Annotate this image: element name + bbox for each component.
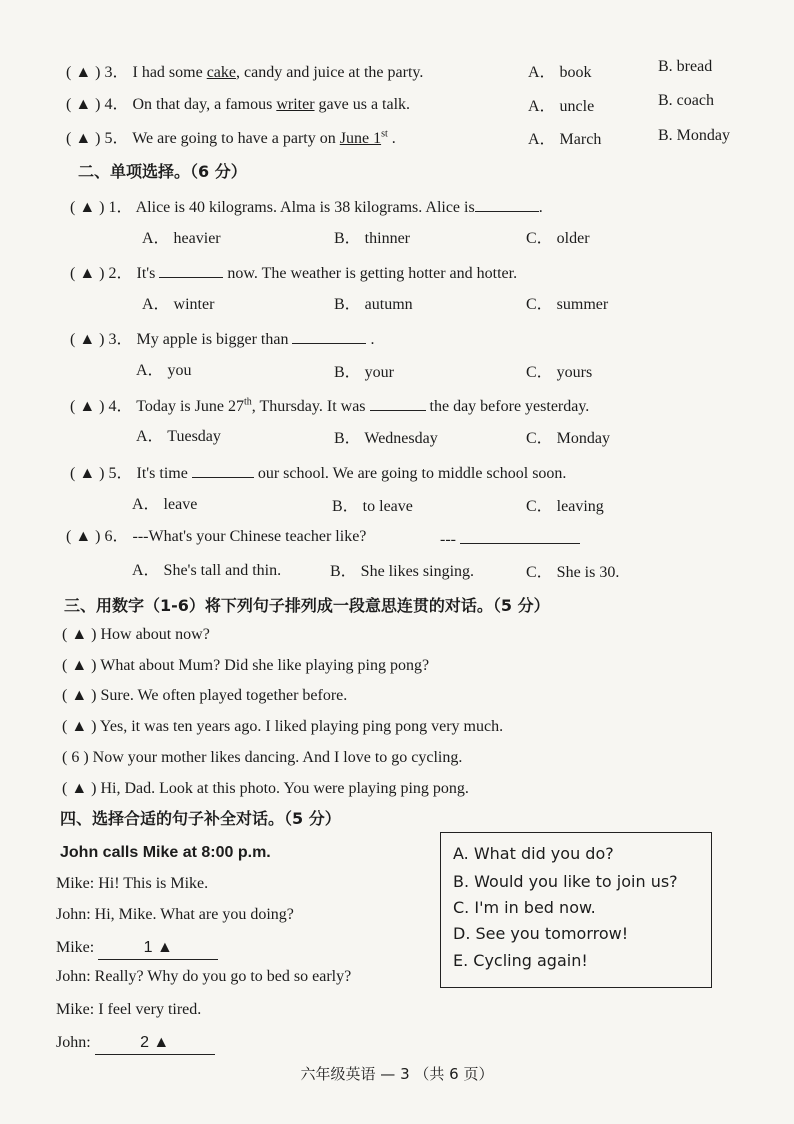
question-text: , candy and juice at the party. (236, 64, 424, 81)
p2-q3-option-a: A． you (136, 362, 192, 379)
page-footer: 六年级英语 — 3 （共 6 页） (300, 1065, 494, 1083)
superscript: th (243, 396, 252, 408)
option-a: A. What did you do? (453, 844, 614, 863)
p1-q4-option-a: A． uncle (528, 98, 595, 115)
p1-q5-option-b: B. Monday (658, 127, 730, 144)
answer-mark: ( ▲ ) 4． (70, 398, 133, 415)
answer-blank (475, 195, 539, 212)
question-text: ---What's your Chinese teacher like? (132, 528, 367, 545)
p2-question-3 (70, 327, 374, 351)
underlined-word: cake (206, 64, 237, 81)
answer-blank (370, 394, 426, 411)
speaker-label: Mike: (56, 939, 95, 956)
answer-blank (460, 527, 580, 544)
dialogue-line: John: Hi, Mike. What are you doing? (56, 906, 294, 923)
answer-fill: 1 ▲ (98, 937, 218, 960)
dialogue-line (56, 1032, 215, 1055)
p2-q3-option-b: B． your (334, 364, 395, 381)
p1-question-3 (66, 62, 423, 84)
p1-q3-option-b: B. bread (658, 58, 713, 75)
dialogue-title: John calls Mike at 8:00 p.m. (60, 844, 271, 861)
question-text: --- (440, 531, 460, 548)
p1-q4-option-b: B. coach (658, 92, 714, 109)
question-text: We are going to have a party on (132, 130, 340, 147)
p2-question-2 (70, 261, 517, 285)
question-text: . (538, 199, 543, 216)
p3-sentence (62, 716, 503, 738)
answer-blank (159, 261, 223, 278)
sentence-text: Yes, it was ten years ago. I liked playing ping pong very much. (99, 718, 504, 735)
answer-mark: ( ▲ ) 2． (70, 265, 133, 282)
p2-q6-response-line (440, 527, 580, 551)
order-mark: ( ▲ ) (62, 780, 97, 797)
p2-question-5 (70, 461, 566, 485)
p1-q3-option-a: A． book (528, 64, 592, 81)
section-heading-4: 四、选择合适的句子补全对话。（5 分） (60, 809, 341, 828)
p2-q5-option-b: B． to leave (332, 498, 413, 515)
p2-q4-option-a: A． Tuesday (136, 428, 221, 445)
order-mark: ( ▲ ) (62, 718, 97, 735)
p3-sentence (62, 685, 347, 707)
answer-mark: ( ▲ ) 1． (70, 199, 133, 216)
p2-question-4 (70, 394, 589, 418)
p1-q5-option-a: A． March (528, 131, 602, 148)
p2-q2-option-b: B． autumn (334, 296, 413, 313)
p2-q5-option-c: C． leaving (526, 498, 604, 515)
answer-blank (192, 461, 254, 478)
dialogue-line: John: Really? Why do you go to bed so early? (56, 968, 352, 985)
answer-mark: ( ▲ ) 3． (66, 64, 129, 81)
sentence-text: How about now? (100, 626, 210, 643)
options-box (440, 832, 712, 988)
question-text: Alice is 40 kilograms. Alma is 38 kilograms. Alice is (135, 199, 475, 216)
p1-question-5 (66, 128, 396, 150)
question-text: On that day, a famous (132, 96, 277, 113)
p2-question-6 (66, 526, 366, 548)
p3-sentence (62, 747, 462, 769)
dialogue-line: Mike: I feel very tired. (56, 1001, 202, 1018)
order-mark: ( ▲ ) (62, 657, 97, 674)
answer-mark: ( ▲ ) 3． (70, 331, 133, 348)
sentence-text: Hi, Dad. Look at this photo. You were playing ping pong. (100, 780, 469, 797)
order-mark: ( ▲ ) (62, 626, 97, 643)
answer-blank (292, 327, 366, 344)
option-e: E. Cycling again! (453, 951, 588, 970)
answer-mark: ( ▲ ) 5． (70, 465, 133, 482)
question-text: gave us a talk. (314, 96, 411, 113)
superscript: st (381, 128, 388, 140)
underlined-word: June 1 (339, 130, 382, 147)
p3-sentence (62, 624, 210, 646)
option-d: D. See you tomorrow! (453, 924, 629, 943)
underlined-word: writer (276, 96, 315, 113)
answer-fill: 2 ▲ (95, 1032, 215, 1055)
p2-q1-option-c: C． older (526, 230, 590, 247)
answer-mark: ( ▲ ) 6． (66, 528, 129, 545)
p2-q2-option-a: A． winter (142, 296, 215, 313)
question-text: our school. We are going to middle school soon. (253, 465, 567, 482)
answer-mark: ( ▲ ) 4． (66, 96, 129, 113)
sentence-text: Now your mother likes dancing. And I love to go cycling. (92, 749, 463, 766)
section-heading-3: 三、用数字（1-6）将下列句子排列成一段意思连贯的对话。（5 分） (64, 596, 550, 615)
dialogue-line (56, 937, 218, 960)
sentence-text: Sure. We often played together before. (100, 687, 348, 704)
question-text: I had some (132, 64, 207, 81)
option-b: B. Would you like to join us? (453, 872, 678, 891)
p2-q1-option-a: A． heavier (142, 230, 221, 247)
question-text: the day before yesterday. (425, 398, 590, 415)
dialogue-line: Mike: Hi! This is Mike. (56, 875, 209, 892)
p2-q2-option-c: C． summer (526, 296, 609, 313)
p2-q3-option-c: C． yours (526, 364, 593, 381)
p3-sentence (62, 655, 429, 677)
option-c: C. I'm in bed now. (453, 898, 596, 917)
order-mark: ( ▲ ) (62, 687, 97, 704)
question-text: It's (136, 265, 160, 282)
question-text: now. The weather is getting hotter and hotter. (223, 265, 518, 282)
p2-q6-option-c: C． She is 30. (526, 564, 620, 581)
p2-q6-option-a: A． She's tall and thin. (132, 562, 282, 579)
p2-q6-option-b: B． She likes singing. (330, 563, 475, 580)
question-text: . (366, 331, 375, 348)
p2-question-1 (70, 195, 543, 219)
section-heading-2: 二、单项选择。（6 分） (78, 162, 247, 181)
p2-q4-option-b: B． Wednesday (334, 430, 438, 447)
sentence-text: What about Mum? Did she like playing ping pong? (100, 657, 430, 674)
answer-mark: ( ▲ ) 5． (66, 130, 129, 147)
p2-q4-option-c: C． Monday (526, 430, 611, 447)
question-text: It's time (136, 465, 192, 482)
question-text: . (387, 130, 396, 147)
question-text: Today is June 27 (136, 398, 244, 415)
p2-q5-option-a: A． leave (132, 496, 198, 513)
p2-q1-option-b: B． thinner (334, 230, 410, 247)
p3-sentence (62, 778, 469, 800)
speaker-label: John: (56, 1034, 91, 1051)
order-mark: ( 6 ) (62, 749, 89, 766)
question-text: , Thursday. It was (251, 398, 370, 415)
p1-question-4 (66, 94, 410, 116)
question-text: My apple is bigger than (136, 331, 293, 348)
